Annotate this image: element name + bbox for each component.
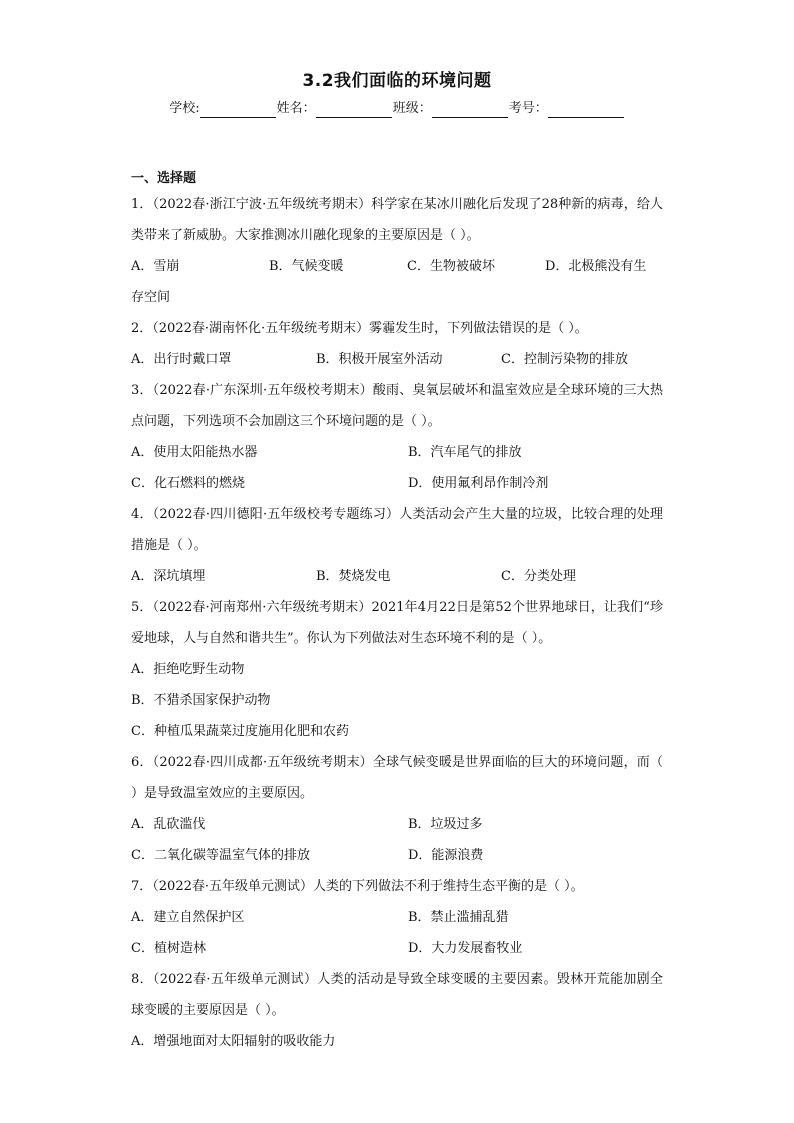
question-5: [131, 592, 663, 747]
option-b: B．垃圾过多: [408, 817, 483, 832]
school-blank: [200, 103, 276, 118]
name-blank: [316, 103, 392, 118]
options: [131, 437, 663, 499]
option-c: C．植树造林: [131, 941, 206, 956]
exam-no-label: 考号：: [508, 101, 548, 116]
options: [131, 344, 663, 375]
option-a: A．拒绝吃野生动物: [131, 662, 245, 677]
question-text: 8．（2022春·五年级单元测试）人类的活动是导致全球变暖的主要因素。毁林开荒能加剧全球变暖的主要原因是（ ）。: [131, 972, 663, 1018]
question-1: [131, 189, 663, 313]
school-field: [169, 100, 276, 118]
option-b: B．不猎杀国家保护动物: [131, 693, 271, 708]
exam-no-field: [509, 100, 625, 118]
section-title: 一、选择题: [131, 171, 197, 186]
option-d: D．北极熊没有生: [545, 259, 647, 274]
school-label: 学校:: [169, 101, 200, 116]
option-b: B．焚烧发电: [316, 569, 391, 584]
question-text: 7．（2022春·五年级单元测试）人类的下列做法不利于维持生态平衡的是（ ）。: [131, 879, 584, 894]
question-4: [131, 499, 663, 592]
option-c: C．控制污染物的排放: [501, 352, 628, 367]
option-c: C．生物被破坏: [407, 259, 495, 274]
options: [131, 654, 663, 747]
question-text: 1．（2022春·浙江宁波·五年级统考期末）科学家在某冰川融化后发现了28种新的病毒，给人类带来了新威胁。大家推测冰川融化现象的主要原因是（ ）。: [131, 197, 663, 243]
option-b: B．禁止滥捕乱猎: [408, 910, 509, 925]
options: [131, 251, 663, 282]
option-a: A．雪崩: [131, 259, 180, 274]
option-c: C．化石燃料的燃烧: [131, 476, 245, 491]
option-a: A．使用太阳能热水器: [131, 445, 258, 460]
option-d-continuation: 存空间: [131, 290, 171, 305]
option-b: B．汽车尾气的排放: [408, 445, 522, 460]
question-text: 5．（2022春·河南郑州·六年级统考期末）2021年4月22日是第52个世界地球日，让我们“珍爱地球，人与自然和谐共生”。你认为下列做法对生态环境不利的是（ ）。: [131, 600, 663, 646]
question-text: 2．（2022春·湖南怀化·五年级统考期末）雾霾发生时，下列做法错误的是（ ）。: [131, 321, 588, 336]
question-3: [131, 375, 663, 499]
option-a: A．深坑填埋: [131, 569, 206, 584]
name-label: 姓名：: [276, 101, 316, 116]
class-label: 班级：: [392, 101, 432, 116]
question-6: [131, 747, 663, 871]
options: [131, 561, 663, 592]
option-d: D．能源浪费: [408, 848, 484, 863]
option-a: A．出行时戴口罩: [131, 352, 232, 367]
question-8: [131, 964, 663, 1057]
option-c: C．种植瓜果蔬菜过度施用化肥和农药: [131, 724, 349, 739]
option-c: C．分类处理: [501, 569, 576, 584]
options: [131, 809, 663, 871]
options: [131, 902, 663, 964]
class-blank: [432, 103, 508, 118]
page-title: 3.2我们面临的环境问题: [302, 71, 492, 91]
question-2: [131, 313, 663, 375]
name-field: [277, 100, 393, 118]
option-d: D．使用氟利昂作制冷剂: [408, 476, 549, 491]
option-a: A．乱砍滥伐: [131, 817, 206, 832]
exam-no-blank: [548, 103, 624, 118]
question-text: 6．（2022春·四川成都·五年级统考期末）全球气候变暖是世界面临的巨大的环境问题，而（ ）是导致温室效应的主要原因。: [131, 755, 663, 801]
options: [131, 1026, 663, 1057]
option-b: B．积极开展室外活动: [316, 352, 443, 367]
option-a: A．增强地面对太阳辐射的吸收能力: [131, 1034, 336, 1049]
class-field: [393, 100, 509, 118]
question-7: [131, 871, 663, 964]
option-b: B．气候变暖: [269, 259, 344, 274]
option-c: C．二氧化碳等温室气体的排放: [131, 848, 310, 863]
option-d: D．大力发展畜牧业: [408, 941, 523, 956]
question-text: 3．（2022春·广东深圳·五年级校考期末）酸雨、臭氧层破坏和温室效应是全球环境的三大热点问题，下列选项不会加剧这三个环境问题的是（ ）。: [131, 383, 663, 429]
question-text: 4．（2022春·四川德阳·五年级校考专题练习）人类活动会产生大量的垃圾，比较合理的处理措施是（ ）。: [131, 507, 663, 553]
student-info-row: [131, 100, 663, 118]
option-a: A．建立自然保护区: [131, 910, 245, 925]
